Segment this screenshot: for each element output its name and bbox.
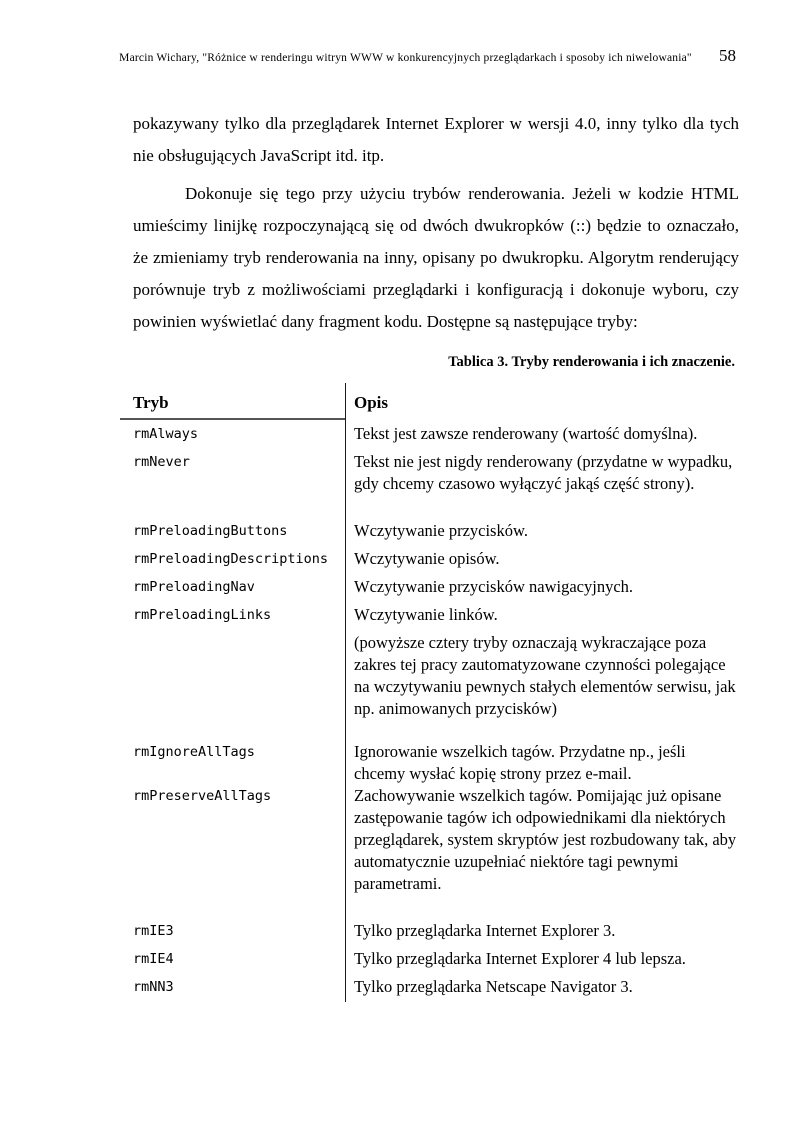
table-row — [120, 448, 739, 517]
cell-opis: (powyższe cztery tryby oznaczają wykraczające poza zakres tej pracy zautomatyzowane czynności polegające na wczytywaniu pewnych stałych elementów serwisu, jak np. animowanych przycisków) — [345, 629, 739, 738]
cell-tryb: rmPreloadingNav — [133, 579, 255, 595]
table-row — [120, 420, 739, 448]
cell-tryb: rmIgnoreAllTags — [133, 744, 255, 760]
cell-opis: Zachowywanie wszelkich tagów. Pomijając już opisane zastępowanie tagów ich odpowiednikami dla niektórych przeglądarek, system skryptów jest rozbudowany tak, aby automatycznie uzupełniać niektóre tagi pewnymi parametrami. — [345, 785, 739, 917]
cell-opis: Tylko przeglądarka Netscape Navigator 3. — [345, 973, 739, 1002]
document-page — [0, 46, 800, 1132]
table-row — [120, 573, 739, 601]
table-row — [120, 601, 739, 629]
cell-opis: Wczytywanie opisów. — [345, 545, 739, 573]
paragraph: Dokonuje się tego przy użyciu trybów renderowania. Jeżeli w kodzie HTML umieścimy linijkę rozpoczynającą się od dwóch dwukropków (::) będzie to oznaczało, że zmieniamy tryb renderowania na inny, opisany po dwukropku. Algorytm renderujący porównuje tryb z możliwościami przeglądarki i konfiguracją i dokonuje wyboru, czy powinien wyświetlać dany fragment kodu. Dostępne są następujące tryby: — [133, 184, 739, 331]
table-row — [120, 738, 739, 785]
table-row — [120, 517, 739, 545]
cell-tryb: rmIE4 — [133, 951, 174, 967]
cell-tryb — [120, 629, 345, 738]
cell-tryb: rmPreloadingDescriptions — [133, 551, 329, 567]
cell-opis: Tylko przeglądarka Internet Explorer 3. — [345, 917, 739, 945]
cell-tryb: rmNever — [133, 454, 190, 470]
cell-opis: Tekst nie jest nigdy renderowany (przydatne w wypadku, gdy chcemy czasowo wyłączyć jakąś część strony). — [345, 448, 739, 517]
body-content — [133, 108, 739, 371]
table-row — [120, 785, 739, 917]
cell-tryb: rmIE3 — [133, 923, 174, 939]
cell-tryb: rmNN3 — [133, 979, 174, 995]
running-header-title: Marcin Wichary, "Różnice w renderingu witryn WWW w konkurencyjnych przeglądarkach i sposoby ich niwelowania" — [119, 52, 692, 64]
cell-opis: Ignorowanie wszelkich tagów. Przydatne np., jeśli chcemy wysłać kopię strony przez e-mail. — [345, 738, 739, 785]
cell-tryb: rmAlways — [133, 426, 199, 442]
cell-opis: Tylko przeglądarka Internet Explorer 4 lub lepsza. — [345, 945, 739, 973]
cell-opis: Wczytywanie przycisków nawigacyjnych. — [345, 573, 739, 601]
paragraph: pokazywany tylko dla przeglądarek Internet Explorer w wersji 4.0, inny tylko dla tych nie obsługujących JavaScript itd. itp. — [133, 114, 739, 165]
table-row — [120, 917, 739, 945]
page-number: 58 — [719, 46, 736, 65]
cell-opis: Tekst jest zawsze renderowany (wartość domyślna). — [345, 420, 739, 448]
table-row — [120, 545, 739, 573]
table-row — [120, 973, 739, 1002]
table-header-row — [120, 383, 739, 420]
cell-tryb: rmPreloadingLinks — [133, 607, 272, 623]
cell-opis: Wczytywanie przycisków. — [345, 517, 739, 545]
cell-tryb: rmPreserveAllTags — [133, 788, 272, 804]
running-header — [100, 46, 736, 66]
column-header-opis: Opis — [345, 383, 739, 420]
table-row-note — [120, 629, 739, 738]
table-caption: Tablica 3. Tryby renderowania i ich znaczenie. — [448, 354, 735, 370]
cell-tryb: rmPreloadingButtons — [133, 523, 288, 539]
rendering-modes-table — [120, 383, 739, 1002]
table-row — [120, 945, 739, 973]
cell-opis: Wczytywanie linków. — [345, 601, 739, 629]
column-header-tryb: Tryb — [120, 383, 345, 420]
